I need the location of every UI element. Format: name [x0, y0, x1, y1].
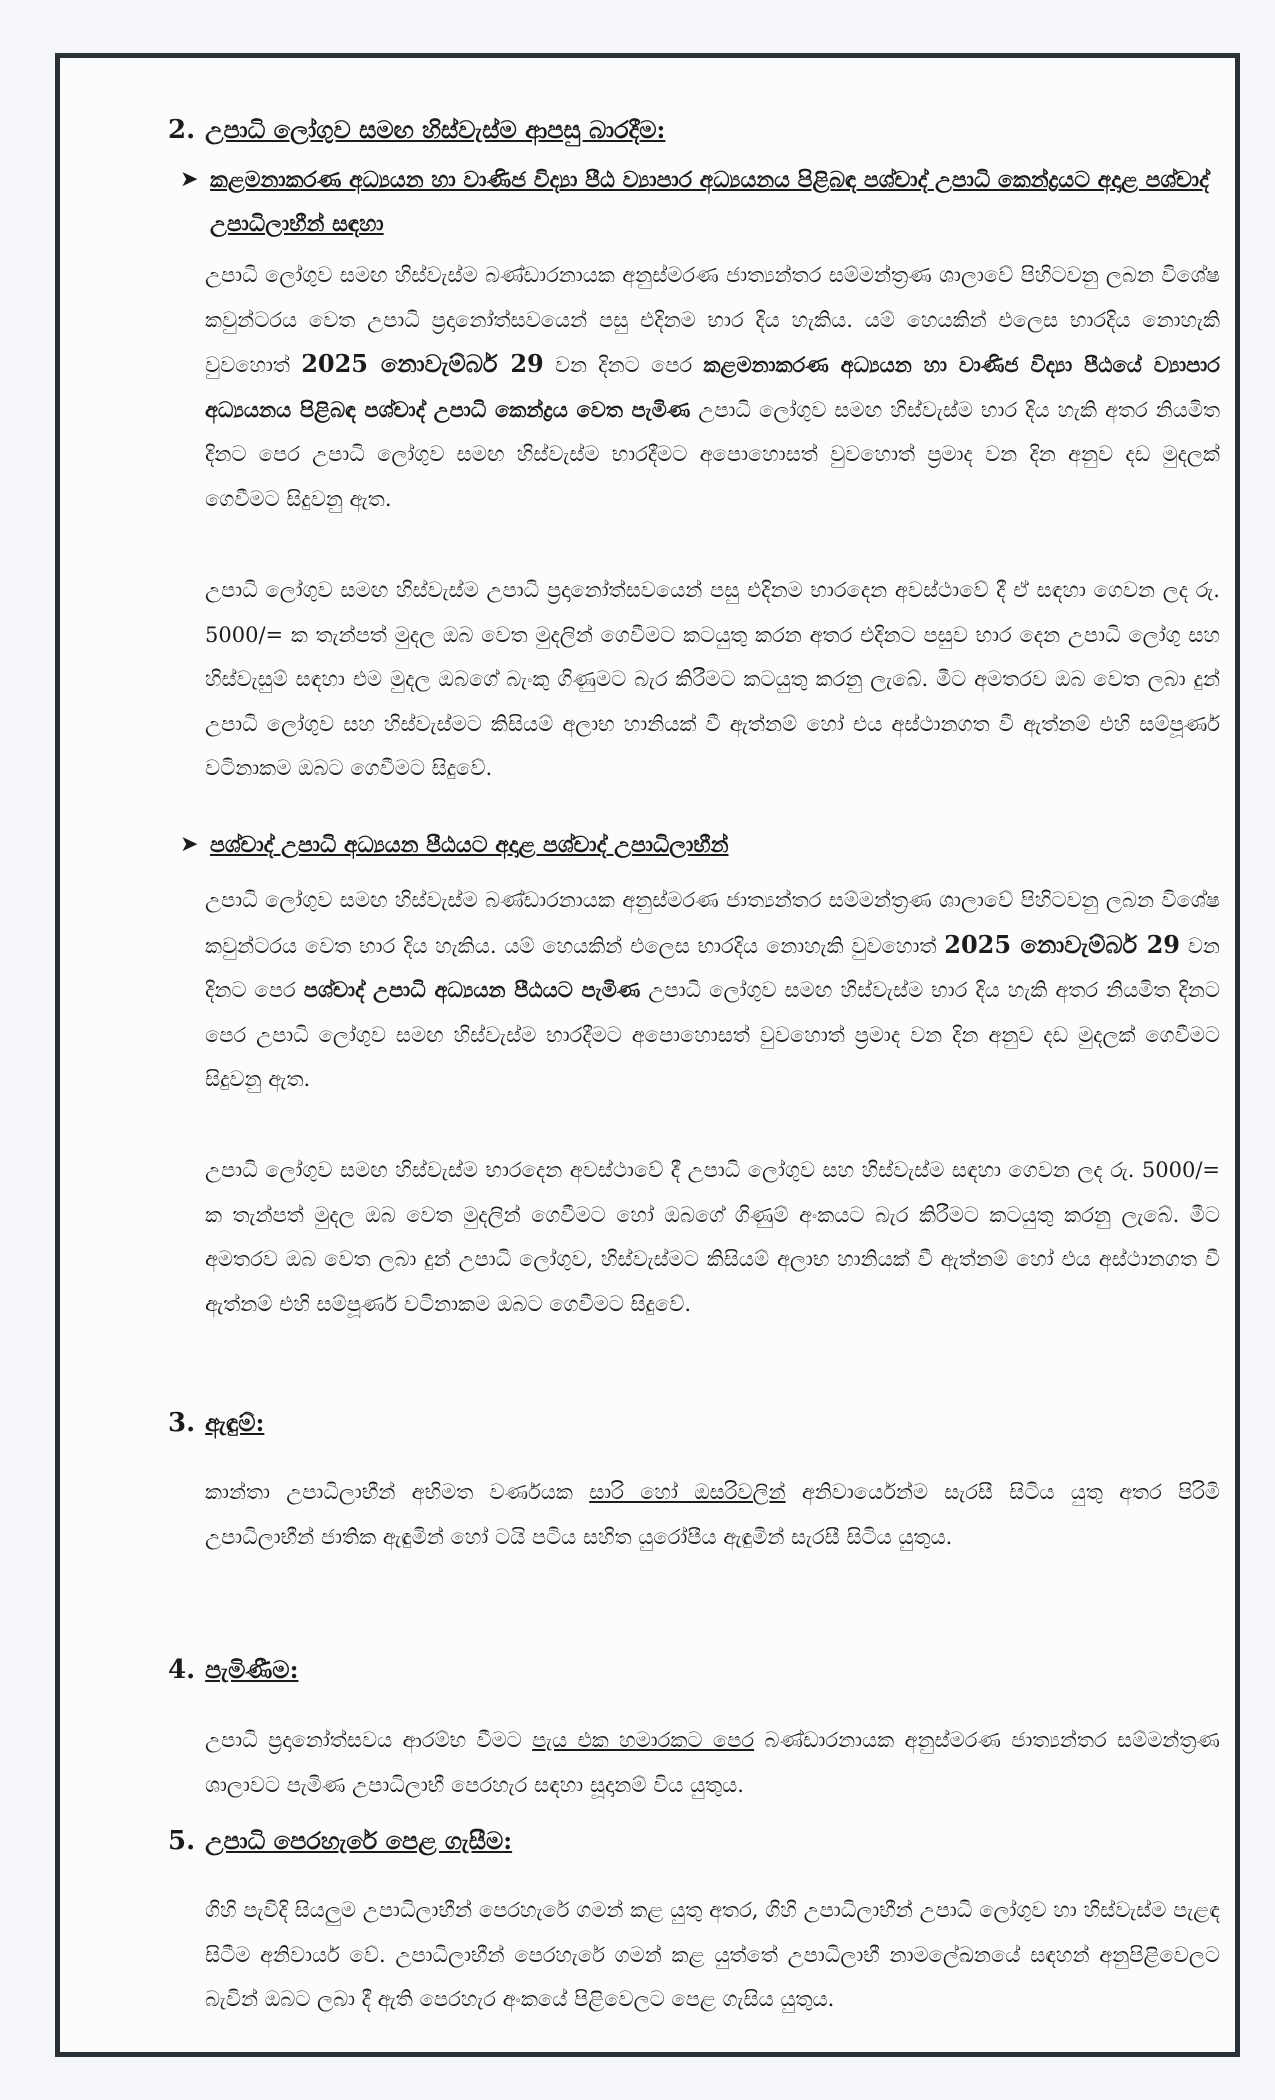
text: උපාධි ලෝගුව සමඟ හිස්වැස්ම බණ්ඩාරනායක අනුස්මරණ ජාත්‍යන්තර සම්මන්ත්‍රණ ශාලාවේ පිහිටවනු ලබන විශේෂ කවුන්ටරය වෙත භාර දිය හැකිය. යම් හෙයකින් එලෙස භාරදිය නොහැකි වුවහොත් — [205, 888, 1220, 958]
subsection-title: කළමනාකරණ අධ්‍යයන හා වාණිජ විද්‍යා පීඨ ව්‍යාපාර අධ්‍යයනය පිළිබඳ පශ්චාද් උපාධි කෙන්ද්‍රයට අදාළ පශ්චාද් උපාධිලාභීන් සඳහා — [210, 167, 1209, 237]
section-number: 4. — [168, 1655, 196, 1685]
paragraph — [205, 1470, 1220, 1559]
section-title: උපාධි පෙරහැරේ පෙළ ගැසීම: — [205, 1826, 513, 1855]
section-3-heading — [168, 1408, 264, 1438]
document-content — [60, 58, 1235, 2052]
arrowhead-bullet-icon: ➤ — [180, 832, 199, 857]
text: වන දිනට පෙර — [205, 933, 1220, 1002]
paragraph — [205, 253, 1220, 521]
section-2-heading — [168, 115, 665, 145]
section-title: උපාධි ලෝගුව සමඟ හිස්වැස්ම ආපසු බාරදීම: — [205, 115, 666, 144]
paragraph: ගිහි පැවිදි සියලුම උපාධිලාභීන් පෙරහැරේ ගමන් කළ යුතු අතර, ගිහි උපාධිලාභීන් උපාධි ලෝගුව හා හිස්වැස්ම පැළඳ සිටීම අනිවාර්ය වේ. උපාධිලාභීන් පෙරහැරේ ගමන් කළ යුත්තේ උපාධිලාභී නාමලේඛනයේ සඳහන් අනුපිළිවෙලට බැවින් ඔබට ලබා දී ඇති පෙරහැර අංකයේ පිළිවෙලට පෙළ ගැසිය යුතුය. — [205, 1898, 1220, 2011]
subsection-management-heading — [180, 158, 1225, 246]
text: බණ්ඩාරනායක අනුස්මරණ ජාත්‍යන්තර සම්මන්ත්‍රණ ශාලාවට පැමිණ උපාධිලාභී පෙරහැර සඳහා සූදානම් විය යුතුය. — [205, 1728, 1220, 1797]
text: උපාධි ලෝගුව සමඟ හිස්වැස්ම භාර දිය හැකි අතර නියමිත දිනට පෙර උපාධි ලෝගුව සමඟ හිස්වැස්ම භාරදීමට අපොහොසත් වුවහොත් ප්‍රමාද වන දින අනුව දඩ මුදලක් ගෙවීමට සිදුවනු ඇත. — [205, 978, 1220, 1091]
deadline-date: 2025 නොවැම්බර් 29 — [944, 929, 1181, 959]
arrowhead-bullet-icon: ➤ — [180, 167, 199, 192]
section-4-heading — [168, 1655, 298, 1685]
paragraph — [205, 1718, 1220, 1807]
bold-text: කළමනාකරණ අධ්‍යයන හා වාණිජ විද්‍යා පීඨයේ ව්‍යාපාර අධ්‍යයනය පිළිබඳ පශ්චාද් උපාධි කෙන්ද්‍රය වෙත පැමිණ — [205, 352, 1220, 422]
section-number: 5. — [168, 1826, 196, 1856]
deadline-date: 2025 නොවැම්බර් 29 — [301, 349, 544, 378]
text: කාන්තා උපාධිලාභීන් අභිමත වර්ණයක — [205, 1480, 573, 1504]
section-5-heading — [168, 1826, 512, 1856]
paragraph: උපාධි ලෝගුව සමඟ හිස්වැස්ම උපාධි ප්‍රදානෝත්සවයෙන් පසු එදිනම භාරදෙන අවස්ථාවේ දී ඒ සඳහා ගෙවන ලද රු. 5000/= ක තැන්පත් මුදල ඔබ වෙත මුදලින් ගෙවීමට කටයුතු කරන අතර එදිනට පසුව භාර දෙන උපාධි ලෝගු සහ හිස්වැසුම් සඳහා එම මුදල ඔබගේ බැංකු ගිණුමට බැර කිරීමට කටයුතු කරනු ලැබේ. මීට අමතරව ඔබ වෙත ලබා දුන් උපාධි ලෝගුව සහ හිස්වැස්මට කිසියම් අලාභ හානියක් වී ඇත්නම් හෝ එය අස්ථානගත වී ඇත්නම් එහි සම්පූර්ණ වටිනාකම ඔබට ගෙවීමට සිදුවේ. — [205, 578, 1220, 780]
paragraph: උපාධි ලෝගුව සමඟ හිස්වැස්ම භාරදෙන අවස්ථාවේ දී උපාධි ලෝගුව සහ හිස්වැස්ම සඳහා ගෙවන ලද රු. 5000/= ක තැන්පත් මුදල ඔබ වෙත මුදලින් ගෙවීමට හෝ ඔබගේ ගිණුම් අංකයට බැර කිරීමට කටයුතු කරනු ලැබේ. මීට අමතරව ඔබ වෙත ලබා දුන් උපාධි ලෝගුව, හිස්වැස්මට කිසියම් අලාභ හානියක් වී ඇත්නම් හෝ එය අස්ථානගත වී ඇත්නම් එහි සම්පූර්ණ වටිනාකම ඔබට ගෙවීමට සිදුවේ. — [205, 1158, 1220, 1316]
text: උපාධි ප්‍රදානෝත්සවය ආරම්භ වීමට — [205, 1728, 522, 1752]
paragraph — [205, 878, 1220, 1102]
subsection-title: පශ්චාද් උපාධි අධ්‍යයන පීඨයට අදාළ පශ්චාද් උපාධිලාභීන් — [210, 832, 729, 858]
bold-text: පශ්චාද් උපාධි අධ්‍යයන පීඨයට පැමිණ — [303, 977, 641, 1002]
section-title: පැමිණීම: — [205, 1655, 299, 1684]
subsection-postgraduate-heading — [180, 823, 1225, 867]
text: උපාධි ලෝගුව සමඟ හිස්වැස්ම භාර දිය හැකි අතර නියමිත දිනට පෙර උපාධි ලෝගුව සමඟ හිස්වැස්ම භාරදීමට අපොහොසත් වුවහොත් ප්‍රමාද වන දින අනුව දඩ මුදලක් ගෙවීමට සිදුවනු ඇත. — [205, 397, 1220, 511]
section-number: 3. — [168, 1408, 196, 1438]
underlined-text: පැය එක හමාරකට පෙර — [532, 1728, 755, 1752]
text: උපාධි ලෝගුව සමඟ හිස්වැස්ම බණ්ඩාරනායක අනුස්මරණ ජාත්‍යන්තර සම්මන්ත්‍රණ ශාලාවේ පිහිටවනු ලබන විශේෂ කවුන්ටරය වෙත උපාධි ප්‍රදානෝත්සවයෙන් පසු එදිනම භාර දිය හැකිය. යම් හෙයකින් එලෙස භාරදිය නොහැකි වුවහොත් — [205, 263, 1220, 377]
underlined-text: සාරි හෝ ඔසරිවලින් — [589, 1480, 786, 1504]
section-number: 2. — [168, 115, 196, 145]
text: අනිවාර්යෙන්ම සැරසී සිටිය යුතු අතර පිරිමි උපාධිලාභීන් ජාතික ඇඳුමින් හෝ ටයි පටිය සහිත යුරෝපීය ඇඳුමින් සැරසී සිටිය යුතුය. — [205, 1480, 1220, 1549]
text: වන දිනට පෙර — [554, 353, 693, 377]
document-frame — [55, 53, 1240, 2057]
section-title: ඇඳුම්: — [205, 1408, 265, 1437]
